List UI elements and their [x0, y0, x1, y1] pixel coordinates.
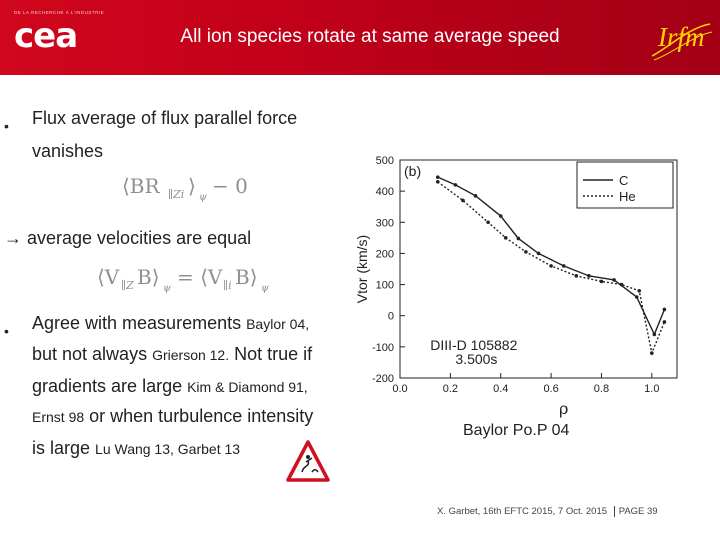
data-point-he [650, 351, 654, 355]
data-point-he [436, 180, 440, 184]
data-point-c [562, 264, 566, 268]
y-tick-label: 0 [387, 310, 394, 323]
header-band [0, 0, 720, 75]
x-tick-label: 1.0 [644, 383, 660, 395]
y-tick-label: 200 [375, 248, 394, 261]
bullet1-line2: vanishes [32, 141, 104, 161]
footer [437, 506, 658, 517]
x-axis-label: ρ [558, 399, 569, 418]
data-point-c [537, 252, 541, 256]
data-point-c [663, 308, 667, 312]
legend-label: C [619, 173, 629, 188]
cea-logo-tagline: DE LA RECHERCHE À L'INDUSTRIE [14, 10, 105, 15]
y-tick-label: 300 [375, 217, 394, 230]
svg-text:⟩: ⟩ [188, 174, 196, 198]
reference-kim-diamond: Kim & Diamond 91, [187, 379, 308, 395]
plot-caption: Baylor Po.P 04 [463, 422, 570, 439]
bullet2-line1 [32, 313, 309, 334]
svg-text:B⟩: B⟩ [235, 265, 258, 289]
data-point-he [524, 250, 528, 254]
data-point-he [574, 274, 578, 278]
svg-text:∥Z: ∥Z [121, 279, 134, 292]
svg-text:⟨V: ⟨V [97, 265, 120, 289]
x-tick-label: 0.2 [442, 383, 459, 395]
shot-label: DIII-D 105882 [430, 336, 518, 353]
data-point-he [504, 236, 508, 240]
svg-text:ψ: ψ [261, 283, 269, 294]
data-point-c [612, 278, 616, 282]
arrow-statement: → average velocities are equal [4, 228, 252, 248]
bullet2-line4 [32, 406, 313, 427]
svg-text:∥Zi: ∥Zi [168, 188, 185, 201]
y-tick-label: 500 [375, 155, 394, 167]
data-point-c [517, 237, 521, 241]
data-point-he [663, 320, 667, 324]
data-point-c [436, 175, 440, 179]
cea-logo [14, 10, 105, 62]
y-tick-label: 400 [375, 186, 394, 199]
panel-label: (b) [404, 163, 422, 179]
bullet2-line3 [32, 376, 308, 397]
slide-title: All ion species rotate at same average speed [180, 26, 560, 47]
bullet-dot: • [4, 323, 9, 339]
y-tick-label: -100 [371, 341, 394, 354]
warning-sign-icon [286, 440, 330, 482]
bullet2-text: gradients are large [32, 376, 188, 396]
data-point-he [600, 280, 604, 284]
reference-grierson: Grierson 12. [152, 347, 230, 363]
bullet2-line5 [32, 438, 240, 459]
bullet1-line1: Flux average of flux parallel force [32, 108, 298, 128]
svg-text:= ⟨V: = ⟨V [177, 265, 223, 289]
y-axis-label: Vtor (km/s) [355, 234, 370, 304]
svg-text:ψ: ψ [199, 192, 207, 203]
data-point-c [587, 274, 591, 278]
bullet2-text: or when turbulence intensity [84, 406, 314, 426]
legend-label: He [619, 189, 636, 204]
x-tick-label: 0.4 [493, 383, 509, 395]
data-point-c [499, 214, 503, 218]
svg-text:ψ: ψ [163, 283, 171, 294]
y-tick-label: -200 [371, 373, 394, 385]
bullet2-text: Not true if [229, 344, 313, 364]
data-point-he [461, 199, 465, 203]
formula-flux-average [122, 171, 262, 205]
data-point-c [653, 333, 657, 337]
data-point-c [635, 295, 639, 299]
data-point-c [474, 194, 478, 198]
bullet2-text: is large [32, 438, 96, 458]
formula-velocity-equality [97, 262, 282, 296]
irfm-logo [648, 18, 714, 64]
reference-baylor: Baylor 04, [246, 316, 310, 332]
x-tick-label: 0.8 [593, 383, 610, 395]
irfm-logo-text: Irfm [658, 22, 705, 52]
data-point-he [637, 289, 641, 293]
chart-svg [355, 150, 690, 420]
cea-logo-text: cea [14, 16, 78, 56]
y-tick-label: 100 [375, 279, 394, 292]
data-point-he [620, 283, 624, 287]
bullet2-line2 [32, 344, 312, 365]
bullet2-text: Agree with measurements [32, 313, 247, 333]
bullet2-text: but not always [32, 344, 153, 364]
x-tick-label: 0.0 [392, 383, 408, 395]
data-point-he [486, 220, 490, 224]
reference-lu-wang-garbet: Lu Wang 13, Garbet 13 [95, 441, 241, 457]
velocity-profile-plot [355, 150, 690, 420]
page-number: PAGE 39 [618, 506, 658, 517]
svg-text:∥i: ∥i [223, 279, 232, 292]
x-tick-label: 0.6 [543, 383, 559, 395]
data-point-he [549, 264, 553, 268]
svg-text:⟨BR: ⟨BR [122, 174, 160, 198]
footer-citation: X. Garbet, 16th EFTC 2015, 7 Oct. 2015 [437, 506, 615, 517]
shot-time-label: 3.500s [455, 350, 498, 367]
svg-text:B⟩: B⟩ [137, 265, 160, 289]
reference-ernst: Ernst 98 [32, 409, 85, 425]
svg-text:− 0: − 0 [212, 174, 248, 198]
bullet-dot: • [4, 118, 9, 134]
data-point-c [454, 183, 458, 187]
